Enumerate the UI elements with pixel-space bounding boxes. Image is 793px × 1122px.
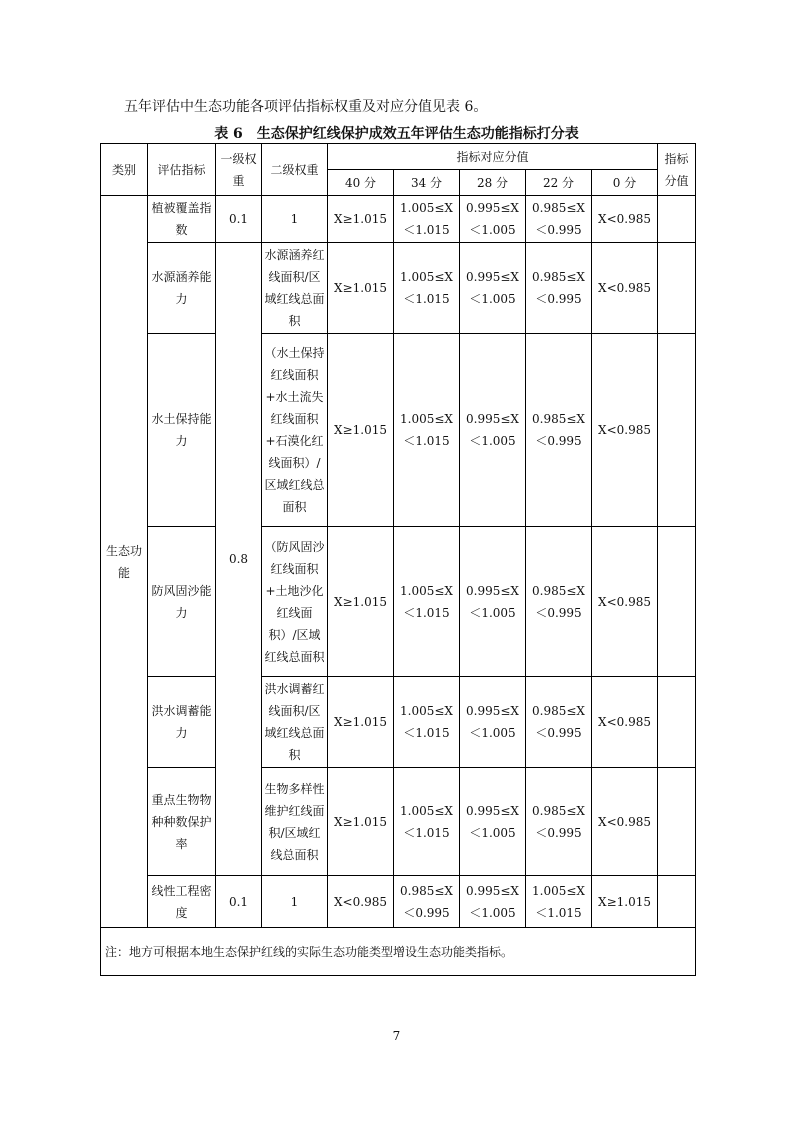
note-row — [101, 928, 696, 976]
scoring-table — [100, 143, 696, 976]
score-value-cell — [658, 677, 696, 768]
score-28-cell: 0.995≤X＜1.005 — [460, 876, 526, 928]
score-40-cell: X≥1.015 — [328, 243, 394, 334]
weight-2-cell: （水土保持红线面积+水土流失红线面积+石漠化红线面积）/区域红线总面积 — [262, 334, 328, 527]
score-34-cell: 1.005≤X＜1.015 — [394, 527, 460, 677]
score-28-cell: 0.995≤X＜1.005 — [460, 768, 526, 876]
indicator-cell: 水源涵养能力 — [148, 243, 216, 334]
table-row — [101, 876, 696, 928]
score-22-cell: 0.985≤X＜0.995 — [526, 768, 592, 876]
weight-2-cell: 水源涵养红线面积/区域红线总面积 — [262, 243, 328, 334]
weight-2-cell: 1 — [262, 196, 328, 243]
header-score-28: 28 分 — [460, 170, 526, 196]
score-40-cell: X≥1.015 — [328, 768, 394, 876]
score-value-cell — [658, 334, 696, 527]
header-indicator: 评估指标 — [148, 144, 216, 196]
score-value-cell — [658, 243, 696, 334]
score-40-cell: X<0.985 — [328, 876, 394, 928]
header-weight-1: 一级权重 — [216, 144, 262, 196]
score-22-cell: 0.985≤X＜0.995 — [526, 196, 592, 243]
score-0-cell: X<0.985 — [592, 196, 658, 243]
table-row — [101, 768, 696, 876]
score-34-cell: 1.005≤X＜1.015 — [394, 334, 460, 527]
header-weight-2: 二级权重 — [262, 144, 328, 196]
score-34-cell: 0.985≤X＜0.995 — [394, 876, 460, 928]
header-score-34: 34 分 — [394, 170, 460, 196]
score-value-cell — [658, 196, 696, 243]
indicator-cell: 水土保持能力 — [148, 334, 216, 527]
score-0-cell: X<0.985 — [592, 677, 658, 768]
score-0-cell: X≥1.015 — [592, 876, 658, 928]
header-score-40: 40 分 — [328, 170, 394, 196]
score-0-cell: X<0.985 — [592, 527, 658, 677]
score-0-cell: X<0.985 — [592, 243, 658, 334]
weight-2-cell: （防风固沙红线面积+土地沙化红线面积）/区域红线总面积 — [262, 527, 328, 677]
score-value-cell — [658, 527, 696, 677]
header-score-0: 0 分 — [592, 170, 658, 196]
score-value-cell — [658, 768, 696, 876]
indicator-cell: 植被覆盖指数 — [148, 196, 216, 243]
weight-1-shared-cell: 0.8 — [216, 243, 262, 876]
score-28-cell: 0.995≤X＜1.005 — [460, 527, 526, 677]
score-0-cell: X<0.985 — [592, 768, 658, 876]
score-22-cell: 1.005≤X＜1.015 — [526, 876, 592, 928]
header-scores: 指标对应分值 — [328, 144, 658, 170]
weight-2-cell: 洪水调蓄红线面积/区域红线总面积 — [262, 677, 328, 768]
table-row — [101, 243, 696, 334]
score-40-cell: X≥1.015 — [328, 677, 394, 768]
header-score-value: 指标分值 — [658, 144, 696, 196]
score-0-cell: X<0.985 — [592, 334, 658, 527]
weight-1-cell: 0.1 — [216, 876, 262, 928]
score-40-cell: X≥1.015 — [328, 527, 394, 677]
page-number: 7 — [392, 1029, 401, 1043]
score-28-cell: 0.995≤X＜1.005 — [460, 334, 526, 527]
table-row — [101, 196, 696, 243]
score-34-cell: 1.005≤X＜1.015 — [394, 243, 460, 334]
score-28-cell: 0.995≤X＜1.005 — [460, 196, 526, 243]
score-40-cell: X≥1.015 — [328, 334, 394, 527]
score-value-cell — [658, 876, 696, 928]
weight-1-cell: 0.1 — [216, 196, 262, 243]
indicator-cell: 洪水调蓄能力 — [148, 677, 216, 768]
score-22-cell: 0.985≤X＜0.995 — [526, 334, 592, 527]
score-40-cell: X≥1.015 — [328, 196, 394, 243]
header-score-22: 22 分 — [526, 170, 592, 196]
intro-paragraph: 五年评估中生态功能各项评估指标权重及对应分值见表 6。 — [124, 99, 488, 115]
score-22-cell: 0.985≤X＜0.995 — [526, 527, 592, 677]
table-row — [101, 677, 696, 768]
weight-2-cell: 1 — [262, 876, 328, 928]
header-category: 类别 — [101, 144, 148, 196]
score-22-cell: 0.985≤X＜0.995 — [526, 243, 592, 334]
score-34-cell: 1.005≤X＜1.015 — [394, 196, 460, 243]
table-row — [101, 334, 696, 527]
indicator-cell: 线性工程密度 — [148, 876, 216, 928]
table-caption: 表 6 生态保护红线保护成效五年评估生态功能指标打分表 — [214, 126, 579, 142]
weight-2-cell: 生物多样性维护红线面积/区域红线总面积 — [262, 768, 328, 876]
score-28-cell: 0.995≤X＜1.005 — [460, 677, 526, 768]
table-row — [101, 527, 696, 677]
table-note: 注：地方可根据本地生态保护红线的实际生态功能类型增设生态功能类指标。 — [101, 928, 696, 976]
score-34-cell: 1.005≤X＜1.015 — [394, 768, 460, 876]
score-34-cell: 1.005≤X＜1.015 — [394, 677, 460, 768]
score-28-cell: 0.995≤X＜1.005 — [460, 243, 526, 334]
score-22-cell: 0.985≤X＜0.995 — [526, 677, 592, 768]
indicator-cell: 防风固沙能力 — [148, 527, 216, 677]
category-cell: 生态功能 — [101, 196, 148, 928]
indicator-cell: 重点生物物种种数保护率 — [148, 768, 216, 876]
